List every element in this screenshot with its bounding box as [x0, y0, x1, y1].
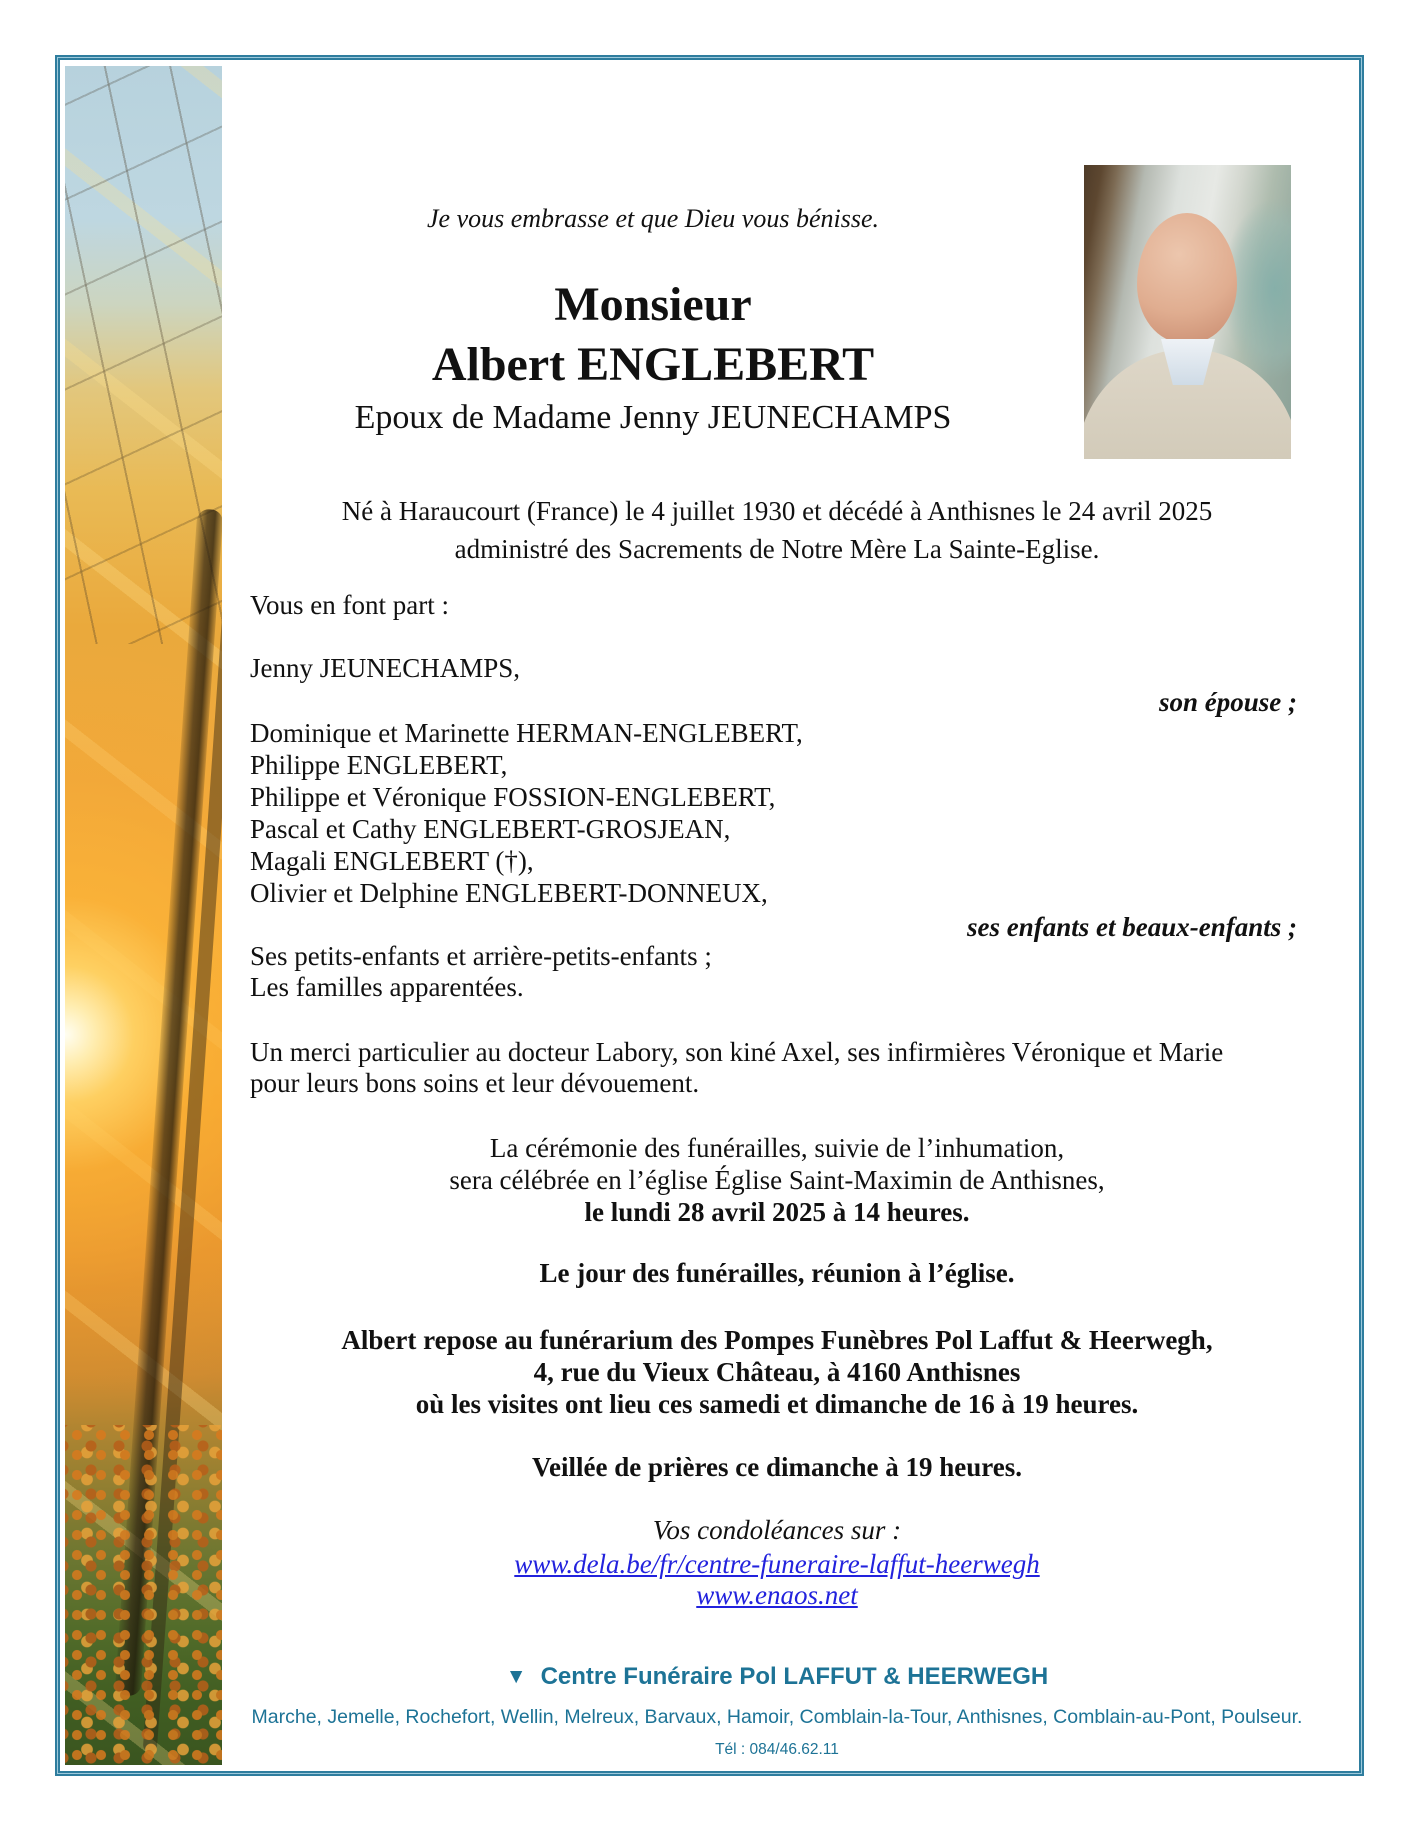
meeting-line: Le jour des funérailles, réunion à l’église. — [539, 1258, 1015, 1288]
repose-line-2: 4, rue du Vieux Château, à 4160 Anthisnes — [533, 1357, 1021, 1387]
funeral-home-title: Centre Funéraire Pol LAFFUT & HEERWEGH — [540, 1663, 1049, 1690]
children-role: ses enfants et beaux-enfants ; — [967, 912, 1297, 942]
triangle-icon: ▼ — [505, 1665, 527, 1688]
child-line: Philippe et Véronique FOSSION-ENGLEBERT, — [250, 782, 776, 812]
autumn-photo-strip — [65, 66, 222, 1765]
portrait-head — [1137, 213, 1237, 343]
children-list — [222, 717, 1332, 909]
repose-line-1: Albert repose au funérarium des Pompes Funèbres Pol Laffut & Heerwegh, — [341, 1325, 1213, 1355]
ceremony-line-1: La cérémonie des funérailles, suivie de l’inhumation, — [489, 1133, 1065, 1163]
repose-line-3: où les visites ont lieu ces samedi et dimanche de 16 à 19 heures. — [415, 1389, 1139, 1419]
condolences-link-enaos[interactable]: www.enaos.net — [696, 1580, 858, 1610]
birth-death-block — [222, 492, 1332, 568]
birth-death-line-2: administré des Sacrements de Notre Mère La Sainte-Eglise. — [454, 534, 1100, 564]
child-line: Magali ENGLEBERT (†), — [250, 846, 534, 876]
birth-death-line-1: Né à Haraucourt (France) le 4 juillet 1930 et décédé à Anthisnes le 24 avril 2025 — [341, 496, 1213, 526]
fallen-leaves-decoration — [65, 1425, 222, 1765]
announcement-intro: Vous en font part : — [250, 590, 449, 620]
other-family-block — [222, 941, 1332, 1003]
condolences-link-dela[interactable]: www.dela.be/fr/centre-funeraire-laffut-heerwegh — [514, 1549, 1040, 1579]
spouse-line: Epoux de Madame Jenny JEUNECHAMPS — [354, 399, 952, 436]
vigil-line: Veillée de prières ce dimanche à 19 heures. — [532, 1452, 1022, 1482]
ceremony-line-2: sera célébrée en l’église Église Saint-Maximin de Anthisnes, — [449, 1165, 1105, 1195]
child-line: Pascal et Cathy ENGLEBERT-GROSJEAN, — [250, 814, 731, 844]
condolences-link-row-2 — [222, 1579, 1332, 1611]
ceremony-datetime: le lundi 28 avril 2025 à 14 heures. — [584, 1197, 970, 1227]
thanks-line-2: pour leurs bons soins et leur dévouement. — [250, 1068, 700, 1098]
funeral-home-locations: Marche, Jemelle, Rochefort, Wellin, Melreux, Barvaux, Hamoir, Comblain-la-Tour, Anthisnes, Comblain-au-Pont, Poulseur. — [251, 1706, 1303, 1728]
header-block — [222, 165, 1084, 439]
deceased-name: Albert ENGLEBERT — [431, 338, 875, 391]
opening-blessing: Je vous embrasse et que Dieu vous bénisse. — [427, 204, 879, 233]
condolences-link-row-1 — [222, 1548, 1332, 1580]
thanks-block — [222, 1037, 1332, 1099]
wife-name: Jenny JEUNECHAMPS, — [250, 653, 521, 683]
condolences-label: Vos condoléances sur : — [652, 1515, 902, 1545]
child-line: Philippe ENGLEBERT, — [250, 750, 508, 780]
thanks-line-1: Un merci particulier au docteur Labory, son kiné Axel, ses infirmières Véronique et Marie — [250, 1037, 1224, 1067]
portrait-photo — [1084, 165, 1291, 459]
child-line: Dominique et Marinette HERMAN-ENGLEBERT, — [250, 718, 803, 748]
wife-role: son épouse ; — [1158, 687, 1297, 717]
child-line: Olivier et Delphine ENGLEBERT-DONNEUX, — [250, 878, 768, 908]
related-families-line: Les familles apparentées. — [250, 972, 524, 1002]
funeral-home-phone: Tél : 084/46.62.11 — [715, 1741, 839, 1758]
ceremony-block — [222, 1132, 1332, 1228]
funeral-home-title-row — [222, 1662, 1332, 1692]
repose-block — [222, 1324, 1332, 1420]
salutation-title: Monsieur — [554, 278, 752, 331]
grandchildren-line: Ses petits-enfants et arrière-petits-enfants ; — [250, 941, 712, 971]
